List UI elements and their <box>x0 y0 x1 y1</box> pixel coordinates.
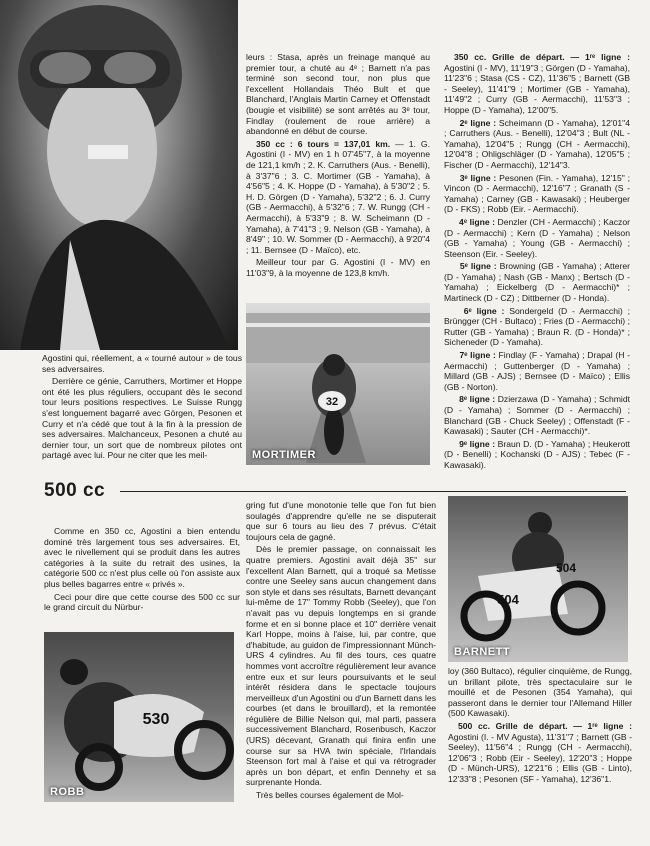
grid-350-line4: 4ᵉ ligne : Denzler (CH - Aermacchi) ; Kaczor (D - Aermacchi) ; Kern (D - Yamaha) ; Nelson (GB - Yamaha) ; Young (GB - Aermacchi) ; Steenson (Eir. - Seeley). <box>444 216 630 259</box>
result-350-title: 350 cc : 6 tours = 137,01 km. <box>256 138 391 149</box>
barnett-caption: BARNETT <box>454 646 511 658</box>
result-350 <box>246 139 430 256</box>
grid-350-line3: 3ᵉ ligne : Pesonen (Fin. - Yamaha), 12'15" ; Vincon (D - Aermacchi), 12'16"7 ; Granath (S - Yamaha) ; Carney (GB - Kawasaki) ; Heuberger (D - FKS) ; Robb (Eir. - Aermacchi). <box>444 172 631 215</box>
grid-500-title: 500 cc. Grille de départ. — 1ʳᵉ ligne : <box>458 720 632 731</box>
result-350-text: — 1. G. Agostini (I - MV) en 1 h 07'45"7, à la moyenne de 121,1 km/h ; 2. K. Carruthers (Aus. - Benelli), à 3'37"6 ; 3. C. Mortimer (GB - Yamaha), à 4'56"5 ; 4. K. Hoppe (D - Yamaha), à 5'30"2 ; 5. H. D. Görgen (D - Yamaha), 5'32"2 ; 6. J. Curry (GB - Aermacchi), à 5'32"6 ; 7. W. Rungg (CH - Aermacchi), à 5'33"9 ; 8. W. Scheimann (D - Yamaha), à 7'41"3 ; 9. Nelson (GB - Yamaha), à 8'49" ; 10. W. Sommer (D - Aermacchi), à 9'20"4 ; 11. Bernsee (D - Maïco), etc. <box>246 138 430 255</box>
col1-top-p2: Derrière ce génie, Carruthers, Mortimer et Hoppe ont été les plus réguliers, occupant dès le second tour leurs positions respectives. Le Suisse Rungg s'est longuement bagarré avec Görgen, Pesonen et Curry et n'a cédé que tout à la fin à la pression de ses adversaires. Malchanceux, Pesonen a chuté au dernier tour, un sort que de nombreux pilotes ont partagé avec lui. Pour ne citer que les meil- <box>42 376 242 461</box>
col2-top-text <box>246 52 430 280</box>
col1-top-text <box>42 353 242 463</box>
grid-350-line6: 6ᵉ ligne : Sondergeld (D - Aermacchi) ; Brüngger (CH - Bultaco) ; Fries (D - Aermacchi) ; Rutter (GB - Yamaha) ; Braun R. (D - Honda)* ; Sicheneder (D - Yamaha). <box>444 305 630 348</box>
col2-top-p1: leurs : Stasa, après un freinage manqué au premier tour, a chuté au 4ᵉ ; Barnett n'a pas terminé son second tour, non plus que l'excellent Hollandais Théo Bult et que Blanchard, l'Anglais Martin Carney et Offenstadt (bougie et visibilité) se sont arrêtés au 3ᵉ tour, Findlay (roulement de roue arrière) a abandonné en début de course. <box>246 52 430 137</box>
grid-350-line2: 2ᵉ ligne : Scheimann (D - Yamaha), 12'01"4 ; Carruthers (Aus. - Benelli), 12'04"3 ; Bult (NL - Yamaha), 12'04"5 ; Rungg (CH - Aermacchi), 12'04"8 ; Ohligschläger (D - Yamaha), 12'05"5 ; Fischer (D - Aermacchi), 12'14"3. <box>444 117 630 170</box>
section-heading-500cc: 500 cc <box>44 480 106 501</box>
barnett-race-number-front: 504 <box>497 592 519 607</box>
barnett-photo <box>448 496 628 662</box>
col2-bottom-p3: Très belles courses également de Mol- <box>256 790 404 801</box>
grid-350-line9: 9ᵉ ligne : Braun D. (D - Yamaha) ; Heukerott (D - Benelli) ; Kochanski (D - AJS) ; Tebec (F - Kawasaki). <box>444 438 630 470</box>
barnett-race-number-side: 504 <box>555 561 577 575</box>
mortimer-photo <box>246 303 430 465</box>
rider-portrait-illustration <box>0 0 238 350</box>
robb-photo <box>44 632 234 802</box>
col3-top-text <box>444 52 630 473</box>
grid-500-text: Agostini (I. - MV Agusta), 11'31"7 ; Barnett (GB - Seeley), 11'56"4 ; Rungg (CH - Aermacchi), 12'06"3 ; Robb (Eir - Seeley), 12'20"3 ; Hoppe (D - Münch-URS), 12'21"6 ; Ellis (GB - Linto), 12'33"8 ; Pesonen (SF - Yamaha), 12'36"1. <box>448 731 632 784</box>
grid-350-title: 350 cc. Grille de départ. — 1ʳᵉ ligne : <box>454 52 630 62</box>
col2-bottom-p2: Dès le premier passage, on connaissait les quatre premiers. Agostini avait déjà 35" sur l'excellent Alan Barnett, qui a troqué sa Metisse contre une Seeley sans aucun changement dans son style et dans ses résultats, Barnett devançant lui-même de 17" Tommy Robb (Seeley), que l'on n'avait pas vu depuis longtemps en si grande forme et en si bonne place et 10" derrière venait Karl Hoppe, moins à l'aise, lui, par contre, que d'habitude, au guidon de l'impressionnant Münch-URS 4 cylindres. Au fil des tours, ces quatre hommes vont accroître régulièrement leur avance entre eux et sur leurs poursuivants et le seul intérêt résidera dans le spectacle toujours merveilleux d'un Agostini ou d'un Barnett dans les courbes (et dans le brouillard), et la remontée régulière de Billie Nelson qui, mal parti, passera successivement Blanchard, Rosenbusch, Kaczor (URS) décevant, Granath qui finira enfin une course sur sa HVA twin spéciale, l'Irlandais Steenson fort mal à l'aise et qui va rétrograder après un bon départ, et enfin Dennehy et sa surprenante Honda. <box>246 544 436 788</box>
grid-350-line1: 350 cc. Grille de départ. — 1ʳᵉ ligne : Agostini (I - MV), 11'19"3 ; Görgen (D - Yamaha), 11'23"6 ; Stasa (CS - CZ), 11'36"5 ; Barnett (GB - Seeley), 11'41"9 ; Mortimer (GB - Yamaha), 11'49"2 ; Curry (GB - Aermacchi), 11'53"3 ; Hoppe (D - Yamaha), 12'00"5. <box>444 52 630 115</box>
col1-bottom-p2: Ceci pour dire que cette course des 500 cc sur le grand circuit du Nürbur- <box>44 591 240 613</box>
col2-bottom-text <box>246 500 436 803</box>
grid-350-line7: 7ᵉ ligne : Findlay (F - Yamaha) ; Drapal (H - Aermacchi) ; Guttenberger (D - Yamaha) ; Millard (GB - AJS) ; Bernsee (D - Maïco) ; Ellis (GB - Norton). <box>444 350 630 392</box>
col1-bottom-p1: Comme en 350 cc, Agostini a bien entendu dominé très largement tous ses adversaires. Et, avec le nivellement qui se produit dans les autres catégories à la suite du retrait des usines, la catégorie 500 cc n'est plus celle où l'on assiste aux plus belles bagarres entre « privés ». <box>44 526 240 589</box>
col3-bottom-text <box>448 666 632 787</box>
col3-bottom-p1: loy (360 Bultaco), régulier cinquième, de Rungg, un brillant pilote, très spectaculaire sur le mouillé et de Pesonen (354 Yamaha), qui passeront dans le dernier tour l'Allemand Hiller (500 Kawasaki). <box>448 666 632 719</box>
grid-350-line5: 5ᵉ ligne : Browning (GB - Yamaha) ; Atterer (D - Yamaha) ; Nash (GB - Manx) ; Bertsch (D - Yamaha) ; Eickelberg (D - Aermacchi)* ; Martineck (D - CZ) ; Dittberner (D - Honda). <box>444 261 631 304</box>
best-lap-350: Meilleur tour par G. Agostini (I - MV) en 11'03"9, à la moyenne de 123,8 km/h. <box>246 257 430 278</box>
robb-caption: ROBB <box>50 786 85 798</box>
col2-bottom-p1: gring fut d'une monotonie telle que l'on fut bien soulagés d'apprendre qu'elle ne se disputerait que sur 6 tours au lieu des 7 prévus. C'était toujours cela de gagné. <box>246 500 436 542</box>
col1-bottom-text <box>44 526 240 615</box>
barnett-illustration <box>448 496 628 662</box>
col1-top-p1: Agostini qui, réellement, a « tourné autour » de tous ses adversaires. <box>42 353 242 374</box>
grid-500 <box>448 721 632 785</box>
grid-350-line8: 8ᵉ ligne : Dzierzawa (D - Yamaha) ; Schmidt (D - Yamaha) ; Sommer (D - Aermacchi) ; Blanchard (GB - Chuck Seeley) ; Offenstadt (F - Kawasaki) ; Sauter (CH - Aermacchi)*. <box>444 394 630 437</box>
mortimer-caption: MORTIMER <box>252 449 316 461</box>
mortimer-illustration <box>246 303 430 465</box>
mortimer-race-number: 32 <box>325 396 339 408</box>
section-rule <box>120 491 626 492</box>
robb-illustration <box>44 632 234 802</box>
rider-portrait-photo <box>0 0 238 350</box>
robb-race-number: 530 <box>142 711 170 728</box>
